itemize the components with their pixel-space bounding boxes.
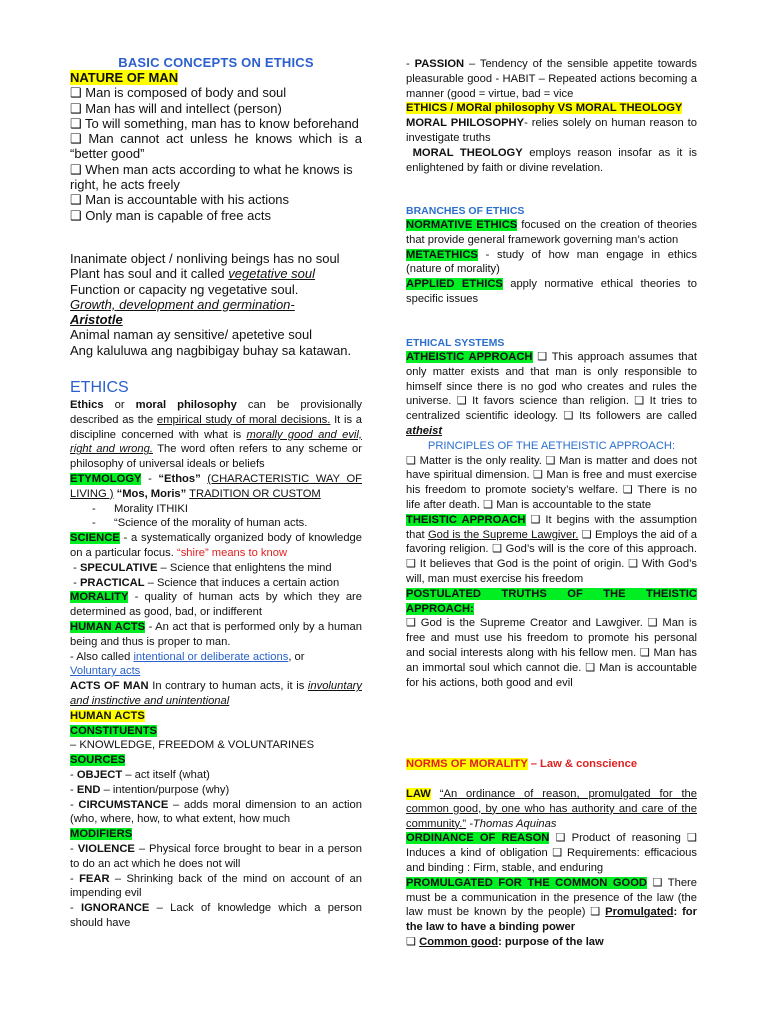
applied-ethics: APPLIED ETHICS apply normative ethical theories to specific issues [406, 278, 697, 305]
theistic-approach: THEISTIC APPROACH ❑ It begins with the assumption that God is the Supreme Lawgiver. ❑ Employs the aid of a favoring religion. ❑ God’s will is the core of this approach. ❑ It believes that God is the point of origin. ❑ With God’s will, man must exercise his freedom [406, 513, 697, 585]
morality-definition: MORALITY - quality of human acts by which they are determined as good, bad, or indifferent [70, 591, 362, 619]
constituents-heading: CONSTITUENTS [70, 724, 158, 737]
principles-heading: PRINCIPLES OF THE AETHEISTIC APPROACH: [427, 439, 676, 452]
postulated-list: ❑ God is the Supreme Creator and Lawgiver. ❑ Man is free and must use his freedom to promote his personal and social interests along with his fellow men. ❑ Man has an immortal soul which cannot die. ❑ Man is accountable for his actions, both good and evil [406, 617, 697, 689]
law-section [406, 787, 697, 950]
ethics-vs-theology: ETHICS / MORal philosophy VS MORAL THEOLOGY [406, 102, 683, 115]
postulated-heading: POSTULATED TRUTHS OF THE THEISTIC APPROACH: [406, 587, 697, 615]
ordinance-of-reason: ORDINANCE OF REASON ❑ Product of reasoning ❑ Induces a kind of obligation ❑ Requirements: efficacious and binding : Firm, stable, and enduring [406, 832, 697, 874]
soul-line: Animal naman ay sensitive/ apetetive soul [70, 327, 313, 343]
nature-item: ❑ Man is composed of body and soul [70, 85, 287, 101]
nature-of-man-section [70, 70, 362, 223]
norms-heading: NORMS OF MORALITY – Law & conscience [406, 758, 638, 770]
etymology: ETYMOLOGY - “Ethos” (CHARACTERISTIC WAY OF LIVING ) “Mos, Moris” TRADITION OR CUSTOM [70, 472, 362, 500]
soul-line: Function or capacity ng vegetative soul. [70, 281, 299, 297]
passion-section [406, 57, 697, 175]
speculative: - SPECULATIVE – Science that enlightens the mind [70, 561, 332, 574]
soul-line: Growth, development and germination- [70, 296, 295, 312]
science-definition: SCIENCE - a systematically organized body of knowledge on a particular focus. “shire” means to know [70, 532, 362, 559]
branches-heading: BRANCHES OF ETHICS [406, 205, 525, 217]
etymology-sub: - “Science of the morality of human acts. [92, 517, 308, 530]
document-title: BASIC CONCEPTS ON ETHICS [118, 55, 314, 70]
systems-heading: ETHICAL SYSTEMS [406, 337, 505, 349]
intentional-actions-link[interactable]: intentional or deliberate actions [133, 650, 289, 663]
atheistic-approach: ATHEISTIC APPROACH ❑ This approach assumes that only matter exists and that man is only responsible to himself since there is no god who creates and rules the universe. ❑ It favors science than religion. ❑ It tries to centralized scientific ideology. ❑ Its followers are called atheist [406, 351, 697, 437]
modifier-ignorance: - IGNORANCE – Lack of knowledge which a person should have [70, 902, 362, 929]
ethics-heading: ETHICS [70, 379, 129, 396]
nature-item: ❑ Man is accountable with his actions [70, 192, 290, 208]
common-good: ❑ Common good: purpose of the law [406, 935, 604, 948]
etymology-sub: - Morality ITHIKI [92, 502, 188, 515]
nature-item: ❑ Man cannot act unless he knows which is a “better good” [70, 131, 362, 162]
promulgated: PROMULGATED FOR THE COMMON GOOD ❑ There must be a communication in the presence of the law (the law must be known by the people) ❑ Promulgated: for the law to have a binding power [406, 876, 697, 934]
norms-section [406, 757, 697, 772]
human-acts-heading: HUMAN ACTS [70, 709, 145, 722]
modifier-fear: - FEAR – Shrinking back of the mind on account of an impending evil [70, 872, 362, 900]
source-object: - OBJECT – act itself (what) [70, 768, 210, 781]
passion-definition: - PASSION – Tendency of the sensible appetite towards pleasurable good - HABIT – Repeated actions becoming a manner (good = virtue, bad = vice [406, 58, 697, 100]
nature-item: ❑ Only man is capable of free acts [70, 207, 271, 223]
branches-section [406, 204, 697, 307]
moral-philosophy: MORAL PHILOSOPHY- relies solely on human reason to investigate truths [406, 117, 697, 144]
metaethics: METAETHICS - study of how man engage in ethics (nature of morality) [406, 248, 697, 276]
practical: - PRACTICAL – Science that induces a certain action [70, 576, 340, 589]
nature-item: ❑ When man acts according to what he knows is right, he acts freely [70, 161, 353, 193]
nature-of-man-heading: NATURE OF MAN [70, 70, 179, 85]
moral-theology: MORAL THEOLOGY employs reason insofar as it is enlightened by faith or divine revelation. [406, 146, 697, 174]
voluntary-acts-link[interactable]: Voluntary acts [70, 665, 141, 678]
soul-line: Plant has soul and it called vegetative soul [70, 266, 316, 282]
voluntary-acts-line [70, 664, 362, 679]
normative-ethics: NORMATIVE ETHICS focused on the creation of theories that provide general framework governing man’s action [406, 219, 697, 246]
source-end: - END – intention/purpose (why) [70, 783, 230, 796]
nature-item: ❑ To will something, man has to know beforehand [70, 115, 359, 131]
acts-of-man-definition: ACTS OF MAN In contrary to human acts, it is involuntary and instinctive and unintentional [70, 680, 362, 707]
modifiers-heading: MODIFIERS [70, 828, 133, 841]
law-definition: LAW “An ordinance of reason, promulgated for the common good, by one who has authority and care of the community.” -Thomas Aquinas [406, 788, 697, 830]
ethics-section [70, 398, 362, 931]
soul-line: Ang kaluluwa ang nagbibigay buhay sa katawan. [70, 342, 352, 358]
human-acts-definition: HUMAN ACTS - An act that is performed only by a human being and thus is proper to man. [70, 620, 362, 648]
also-called: - Also called intentional or deliberate actions, or [70, 650, 305, 663]
soul-line: Aristotle [70, 312, 123, 328]
sources-heading: SOURCES [70, 754, 126, 767]
modifier-violence: - VIOLENCE – Physical force brought to bear in a person to do an act which he does not will [70, 842, 362, 870]
constituents-list: – KNOWLEDGE, FREEDOM & VOLUNTARINES [70, 739, 315, 752]
soul-line: Inanimate object / nonliving beings has no soul [70, 251, 340, 266]
systems-section [406, 336, 697, 690]
ethics-definition: Ethics or moral philosophy can be provisionally described as the empirical study of moral decisions. It is a discipline concerned with what is morally good and evil, right and wrong. The word often refers to any scheme or philosophy of universal ideals or beliefs [70, 399, 363, 471]
nature-item: ❑ Man has will and intellect (person) [70, 100, 282, 116]
source-circumstance: - CIRCUMSTANCE – adds moral dimension to an action (who, where, how, to what extent, how much [70, 798, 362, 826]
soul-section [70, 251, 362, 358]
principles-list: ❑ Matter is the only reality. ❑ Man is matter and does not have spiritual dimension. ❑ Man is free and must exercise his freedom to promote society’s welfare. ❑ There is no life after death. ❑ Man is accountable to the state [406, 454, 697, 511]
